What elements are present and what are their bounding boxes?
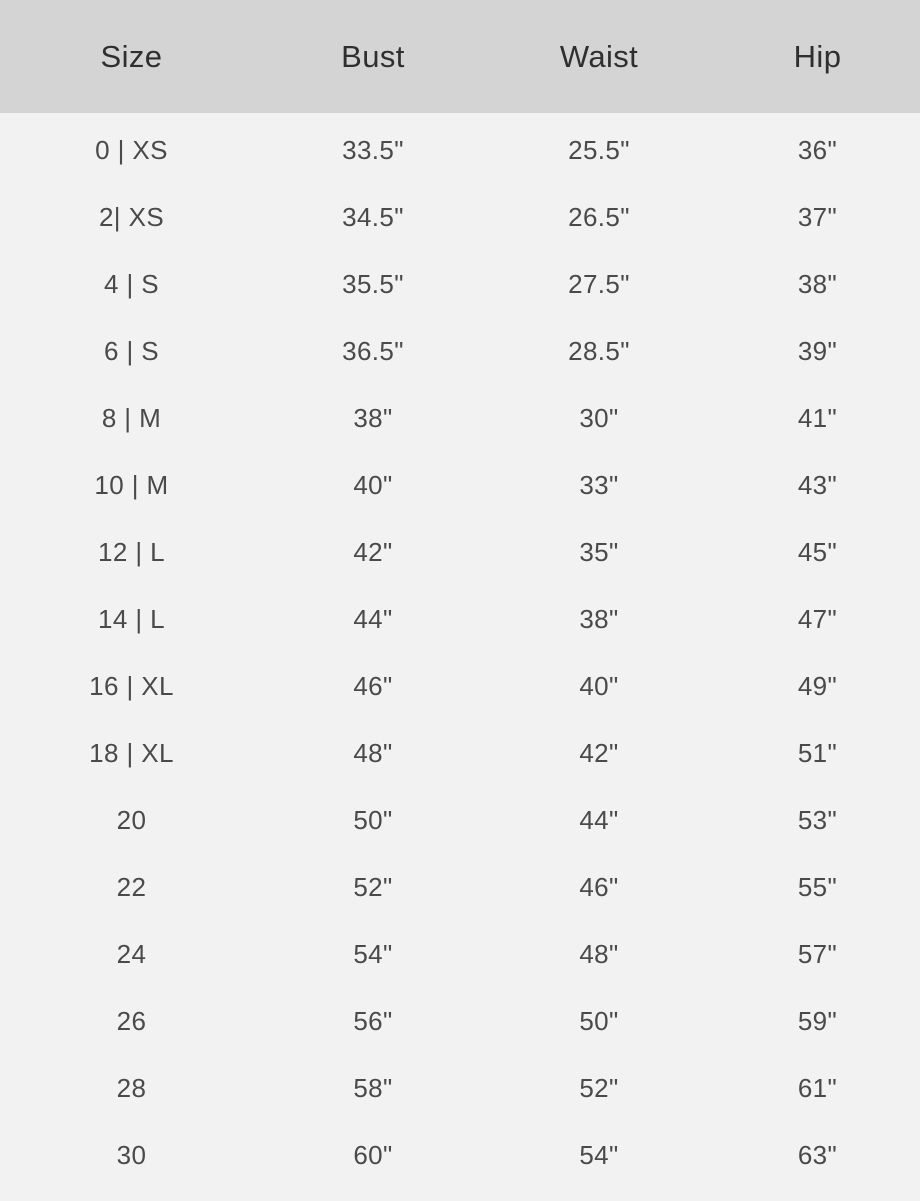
table-row <box>0 586 920 653</box>
cell-waist: 25.5" <box>568 135 630 165</box>
table-row <box>0 184 920 251</box>
cell-bust: 48" <box>353 738 393 768</box>
table-row <box>0 720 920 787</box>
cell-size: 2| XS <box>98 202 165 232</box>
cell-hip: 63" <box>797 1140 838 1170</box>
cell-size: 16 | XL <box>89 671 174 701</box>
cell-size: 30 <box>116 1140 147 1170</box>
table-header-row <box>0 0 920 113</box>
table-row <box>0 251 920 318</box>
column-header-waist: Waist <box>559 38 639 74</box>
table-row <box>0 385 920 452</box>
table-row <box>0 1122 920 1189</box>
cell-bust: 58" <box>353 1073 393 1103</box>
cell-waist: 30" <box>579 403 619 433</box>
cell-size: 8 | M <box>101 403 162 433</box>
cell-waist: 52" <box>579 1073 619 1103</box>
cell-bust: 44" <box>353 604 393 634</box>
cell-bust: 50" <box>353 805 393 835</box>
cell-size: 10 | M <box>94 470 169 500</box>
cell-waist: 54" <box>579 1140 619 1170</box>
cell-hip: 43" <box>797 470 838 500</box>
cell-bust: 34.5" <box>342 202 404 232</box>
cell-bust: 56" <box>353 1006 393 1036</box>
table-row <box>0 318 920 385</box>
column-header-size: Size <box>100 38 163 74</box>
table-row <box>0 854 920 921</box>
cell-hip: 39" <box>797 336 838 366</box>
cell-hip: 45" <box>797 537 838 567</box>
cell-hip: 47" <box>797 604 838 634</box>
cell-hip: 41" <box>797 403 838 433</box>
cell-bust: 33.5" <box>342 135 404 165</box>
cell-bust: 46" <box>353 671 393 701</box>
cell-waist: 26.5" <box>568 202 630 232</box>
cell-size: 20 <box>116 805 147 835</box>
column-header-bust: Bust <box>341 38 405 74</box>
cell-waist: 50" <box>579 1006 619 1036</box>
cell-size: 22 <box>116 872 147 902</box>
cell-bust: 54" <box>353 939 393 969</box>
table-row <box>0 921 920 988</box>
cell-hip: 57" <box>797 939 838 969</box>
cell-bust: 35.5" <box>342 269 404 299</box>
column-header-hip: Hip <box>793 38 842 74</box>
cell-hip: 55" <box>797 872 838 902</box>
table-row <box>0 1055 920 1122</box>
cell-waist: 40" <box>579 671 619 701</box>
cell-hip: 37" <box>797 202 838 232</box>
cell-bust: 38" <box>353 403 393 433</box>
cell-waist: 35" <box>579 537 619 567</box>
cell-hip: 53" <box>797 805 838 835</box>
cell-waist: 38" <box>579 604 619 634</box>
table-row <box>0 452 920 519</box>
cell-size: 24 <box>116 939 147 969</box>
cell-waist: 44" <box>579 805 619 835</box>
cell-waist: 48" <box>579 939 619 969</box>
cell-waist: 46" <box>579 872 619 902</box>
cell-hip: 36" <box>797 135 838 165</box>
cell-hip: 49" <box>797 671 838 701</box>
cell-size: 6 | S <box>103 336 159 366</box>
cell-bust: 40" <box>353 470 393 500</box>
cell-waist: 28.5" <box>568 336 630 366</box>
cell-bust: 42" <box>353 537 393 567</box>
cell-waist: 33" <box>579 470 619 500</box>
cell-size: 4 | S <box>103 269 159 299</box>
table-row <box>0 988 920 1055</box>
cell-size: 12 | L <box>98 537 165 567</box>
cell-bust: 60" <box>353 1140 393 1170</box>
cell-size: 26 <box>116 1006 147 1036</box>
cell-bust: 52" <box>353 872 393 902</box>
cell-hip: 61" <box>797 1073 838 1103</box>
cell-hip: 59" <box>797 1006 838 1036</box>
cell-size: 18 | XL <box>89 738 174 768</box>
cell-hip: 38" <box>797 269 838 299</box>
table-row <box>0 117 920 184</box>
table-row <box>0 653 920 720</box>
cell-bust: 36.5" <box>342 336 404 366</box>
table-body <box>0 113 920 1201</box>
cell-size: 14 | L <box>98 604 165 634</box>
table-row <box>0 519 920 586</box>
cell-waist: 42" <box>579 738 619 768</box>
table-row <box>0 787 920 854</box>
cell-waist: 27.5" <box>568 269 630 299</box>
cell-size: 28 <box>116 1073 147 1103</box>
cell-hip: 51" <box>797 738 838 768</box>
cell-size: 0 | XS <box>95 135 168 165</box>
